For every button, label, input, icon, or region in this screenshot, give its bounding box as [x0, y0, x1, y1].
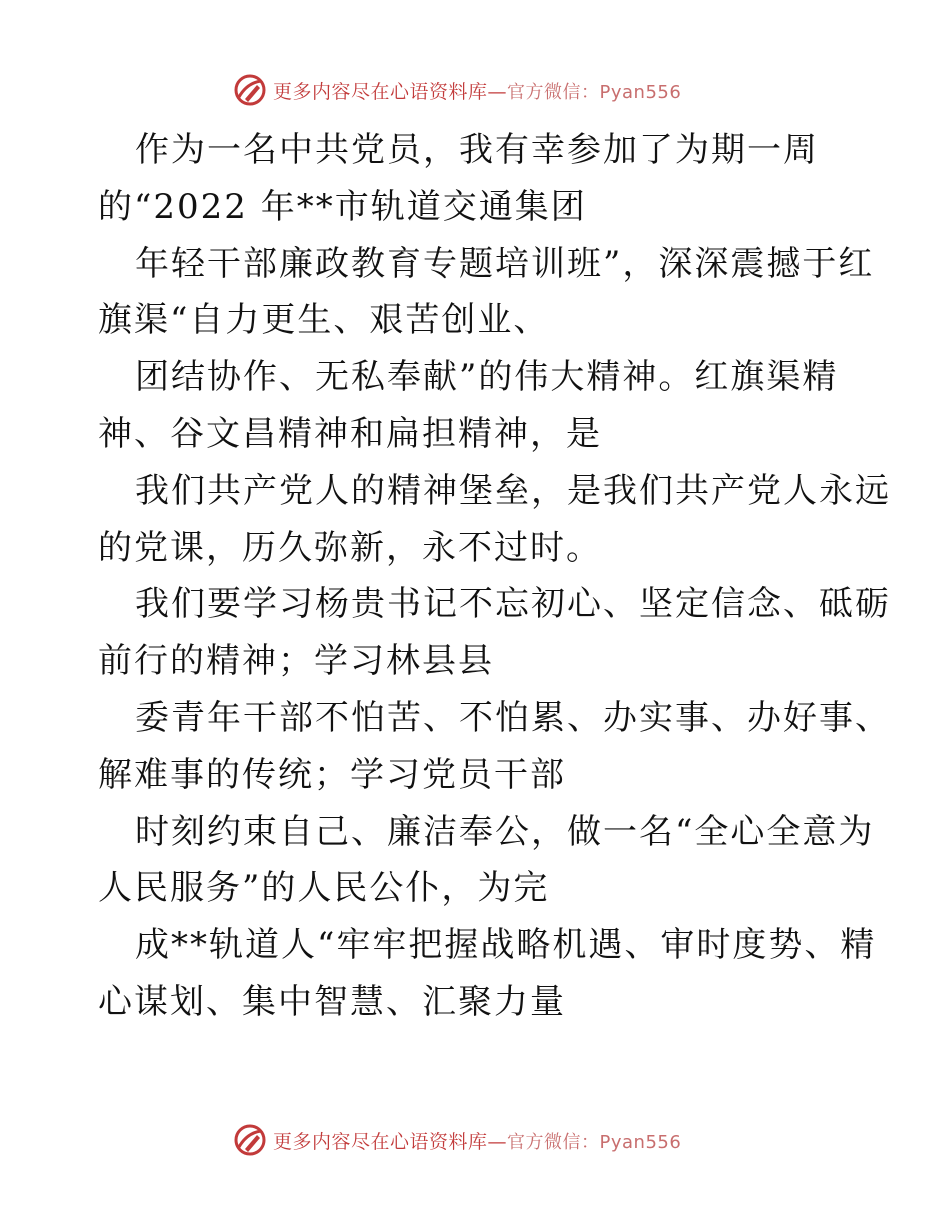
- text-line: 旗渠“自力更生、艰苦创业、: [98, 300, 550, 341]
- text-line: 年轻干部廉政教育专题培训班”，深深震撼于红: [135, 243, 875, 284]
- text-line: 我们要学习杨贵书记不忘初心、坚定信念、砥砺: [135, 584, 891, 625]
- text-line: 人民服务”的人民公仆，为完: [98, 868, 550, 909]
- text-line: 的党课，历久弥新，永不过时。: [98, 527, 602, 568]
- text-line: 作为一名中共党员，我有幸参加了为期一周: [135, 130, 819, 170]
- document-body: [98, 122, 891, 1031]
- text-line: 我们共产党人的精神堡垒，是我们共产党人永远: [135, 470, 891, 511]
- footer-watermark: [233, 1122, 681, 1158]
- pen-swirl-logo-icon: [233, 1123, 267, 1157]
- text-line: 时刻约束自己、廉洁奉公，做一名“全心全意为: [135, 811, 875, 852]
- text-line: 解难事的传统；学习党员干部: [98, 754, 566, 795]
- header-watermark: [233, 72, 681, 108]
- text-line: 团结协作、无私奉献”的伟大精神。红旗渠精: [135, 357, 839, 398]
- text-line: 成**轨道人“牢牢把握战略机遇、审时度势、精: [135, 925, 877, 966]
- watermark-text: 更多内容尽在心语资料库—官方微信：Pyan556: [273, 80, 682, 103]
- pen-swirl-logo-icon: [233, 73, 267, 107]
- text-line: 前行的精神；学习林县县: [98, 641, 494, 682]
- text-line: 委青年干部不怕苦、不怕累、办实事、办好事、: [135, 697, 891, 738]
- text-line: 心谋划、集中智慧、汇聚力量: [98, 981, 566, 1022]
- text-line: 的“2022 年**市轨道交通集团: [98, 186, 587, 227]
- watermark-text: 更多内容尽在心语资料库—官方微信：Pyan556: [273, 1130, 682, 1153]
- text-line: 神、谷文昌精神和扁担精神，是: [98, 413, 602, 454]
